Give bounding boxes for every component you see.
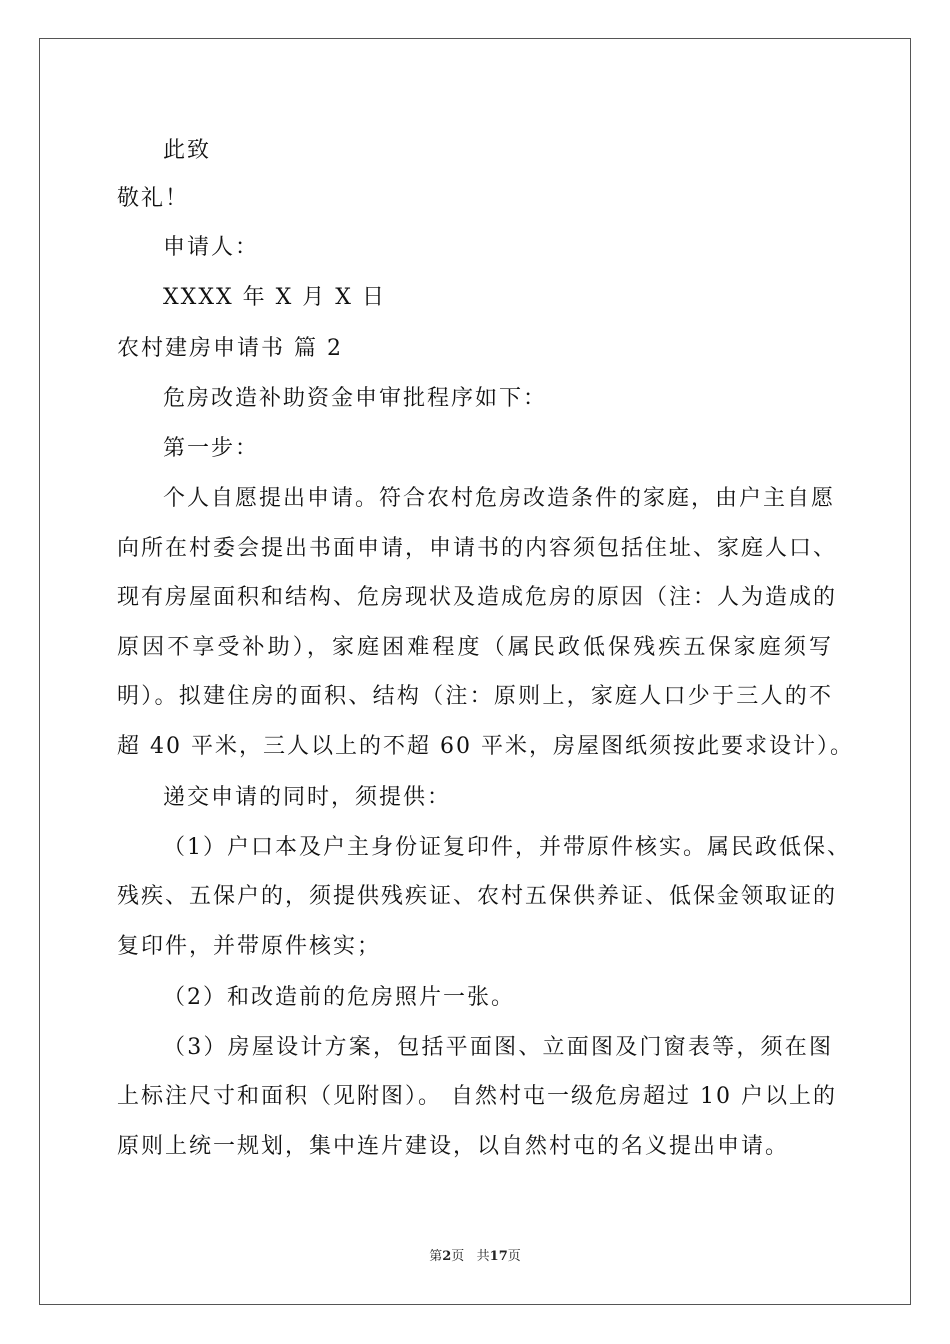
list-item-3-line: （3）房屋设计方案，包括平面图、立面图及门窗表等，须在图 xyxy=(163,1035,833,1060)
closing-salutation: 此致 xyxy=(163,138,212,163)
paragraph-line: 明）。拟建住房的面积、结构（注：原则上，家庭人口少于三人的不 xyxy=(117,684,833,709)
date-line: XXXX 年 X 月 X 日 xyxy=(163,285,386,310)
paragraph-line: 现有房屋面积和结构、危房现状及造成危房的原因（注：人为造成的 xyxy=(117,585,838,610)
list-item-3-line: 上标注尺寸和面积（见附图）。 自然村屯一级危房超过 10 户以上的 xyxy=(117,1084,837,1109)
list-item-1-line: 复印件，并带原件核实； xyxy=(117,934,382,959)
submission-intro: 递交申请的同时，须提供： xyxy=(163,785,452,810)
list-item-1-line: （1）户口本及户主身份证复印件，并带原件核实。属民政低保、 xyxy=(163,835,851,860)
list-item-1-line: 残疾、五保户的，须提供残疾证、农村五保供养证、低保金领取证的 xyxy=(117,884,838,909)
list-item-3-line: 原则上统一规划，集中连片建设，以自然村屯的名义提出申请。 xyxy=(117,1134,790,1159)
footer-page-mid: 页 共 xyxy=(451,1249,490,1264)
paragraph-line: 个人自愿提出申请。符合农村危房改造条件的家庭，由户主自愿 xyxy=(163,486,836,511)
step-one-label: 第一步： xyxy=(163,436,260,461)
section-heading: 农村建房申请书 篇 2 xyxy=(117,336,343,361)
closing-regards: 敬礼！ xyxy=(117,186,190,211)
footer-total-pages: 17 xyxy=(489,1249,508,1264)
paragraph-line: 超 40 平米，三人以上的不超 60 平米，房屋图纸须按此要求设计）。 xyxy=(117,734,854,759)
applicant-label: 申请人： xyxy=(163,235,260,260)
paragraph-line: 原因不享受补助），家庭困难程度（属民政低保残疾五保家庭须写 xyxy=(117,635,833,660)
page-border xyxy=(39,38,911,1305)
list-item-2-line: （2）和改造前的危房照片一张。 xyxy=(163,985,515,1010)
paragraph-line: 向所在村委会提出书面申请，申请书的内容须包括住址、家庭人口、 xyxy=(117,536,838,561)
footer-page-prefix: 第 xyxy=(429,1249,443,1264)
footer-page-number: 2 xyxy=(442,1249,452,1264)
page-footer xyxy=(0,1248,950,1266)
procedure-intro: 危房改造补助资金申审批程序如下： xyxy=(163,386,548,411)
footer-page-suffix: 页 xyxy=(507,1249,521,1264)
